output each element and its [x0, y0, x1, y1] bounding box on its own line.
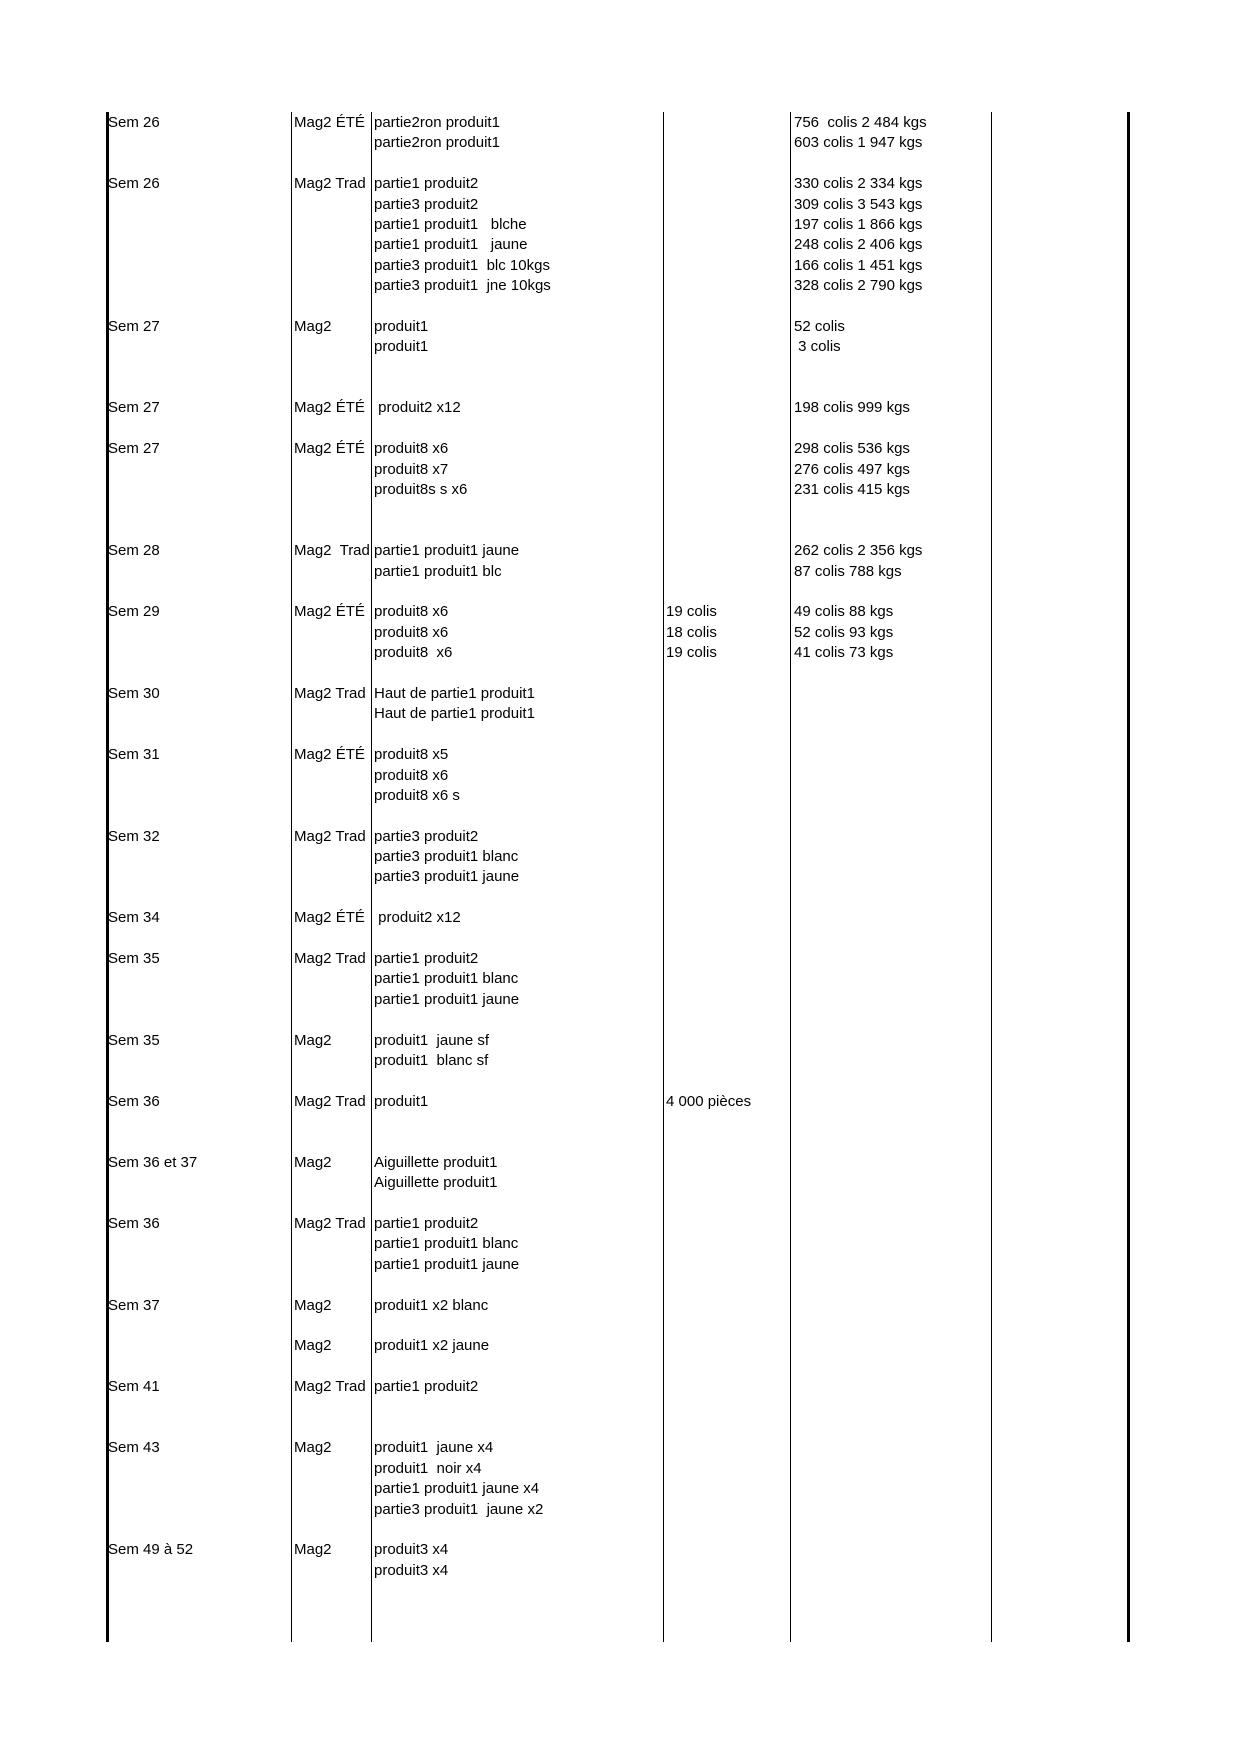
- week-cell: Sem 37: [108, 1296, 160, 1314]
- week-cell: Sem 28: [108, 542, 160, 560]
- store-cell: Mag2: [294, 1337, 332, 1355]
- packages-cell: 330 colis 2 334 kgs: [794, 175, 923, 193]
- packages-cell: 87 colis 788 kgs: [794, 562, 902, 580]
- product-cell: partie2ron produit1: [374, 134, 500, 152]
- product-cell: Aiguillette produit1: [374, 1153, 498, 1171]
- schedule-table: [0, 113, 1241, 1581]
- product-cell: Aiguillette produit1: [374, 1174, 498, 1192]
- table-row: [0, 460, 1241, 480]
- table-row: [0, 276, 1241, 296]
- table-row: [0, 297, 1241, 317]
- table-row: [0, 623, 1241, 643]
- product-cell: partie1 produit2: [374, 950, 479, 968]
- product-cell: produit8 x6: [374, 623, 449, 641]
- product-cell: produit1 noir x4: [374, 1459, 482, 1477]
- table-row: [0, 1479, 1241, 1499]
- store-cell: Mag2 Trad: [294, 542, 370, 560]
- store-cell: Mag2: [294, 1439, 332, 1457]
- table-row: [0, 1092, 1241, 1112]
- product-cell: partie3 produit1 blc 10kgs: [374, 256, 550, 274]
- quantity-cell: 18 colis: [666, 623, 717, 641]
- product-cell: partie3 produit1 jaune: [374, 868, 520, 886]
- table-row: [0, 398, 1241, 418]
- packages-cell: 49 colis 88 kgs: [794, 603, 894, 621]
- product-cell: produit8 x5: [374, 746, 449, 764]
- product-cell: partie1 produit2: [374, 175, 479, 193]
- packages-cell: 198 colis 999 kgs: [794, 399, 910, 417]
- table-row: [0, 1520, 1241, 1540]
- product-cell: produit8 x7: [374, 460, 449, 478]
- product-cell: partie1 produit1 jaune x4: [374, 1480, 540, 1498]
- packages-cell: 3 colis: [794, 338, 841, 356]
- week-cell: Sem 36: [108, 1092, 160, 1110]
- table-row: [0, 1214, 1241, 1234]
- product-cell: partie3 produit2: [374, 195, 479, 213]
- table-row: [0, 337, 1241, 357]
- week-cell: Sem 27: [108, 440, 160, 458]
- product-cell: Haut de partie1 produit1: [374, 684, 535, 702]
- table-row: [0, 929, 1241, 949]
- store-cell: Mag2 Trad: [294, 1378, 366, 1396]
- table-row: [0, 806, 1241, 826]
- table-row: [0, 1234, 1241, 1254]
- table-row: [0, 1398, 1241, 1418]
- store-cell: Mag2 Trad: [294, 827, 366, 845]
- table-row: [0, 1540, 1241, 1560]
- table-row: [0, 215, 1241, 235]
- product-cell: produit1 blanc sf: [374, 1051, 489, 1069]
- product-cell: partie1 produit1 blanc: [374, 970, 519, 988]
- store-cell: Mag2 Trad: [294, 175, 366, 193]
- table-row: [0, 684, 1241, 704]
- table-row: [0, 969, 1241, 989]
- table-row: [0, 439, 1241, 459]
- table-row: [0, 1173, 1241, 1193]
- packages-cell: 756 colis 2 484 kgs: [794, 114, 927, 131]
- product-cell: produit8 x6: [374, 440, 449, 458]
- packages-cell: 197 colis 1 866 kgs: [794, 215, 923, 233]
- table-row: [0, 113, 1241, 133]
- packages-cell: 262 colis 2 356 kgs: [794, 542, 923, 560]
- store-cell: Mag2: [294, 1153, 332, 1171]
- packages-cell: 328 colis 2 790 kgs: [794, 277, 923, 295]
- store-cell: Mag2 ÉTÉ: [294, 440, 365, 458]
- table-row: [0, 317, 1241, 337]
- table-row: [0, 1112, 1241, 1132]
- table-row: [0, 786, 1241, 806]
- week-cell: Sem 43: [108, 1439, 160, 1457]
- table-row: [0, 1051, 1241, 1071]
- packages-cell: 603 colis 1 947 kgs: [794, 134, 923, 152]
- table-row: [0, 1561, 1241, 1581]
- store-cell: Mag2 Trad: [294, 950, 366, 968]
- product-cell: produit2 x12: [374, 909, 461, 927]
- product-cell: partie1 produit1 blche: [374, 215, 527, 233]
- product-cell: partie1 produit1 blc: [374, 562, 502, 580]
- product-cell: produit1 x2 blanc: [374, 1296, 489, 1314]
- store-cell: Mag2 Trad: [294, 1215, 366, 1233]
- week-cell: Sem 31: [108, 746, 160, 764]
- table-row: [0, 847, 1241, 867]
- table-row: [0, 1010, 1241, 1030]
- product-cell: produit1: [374, 1092, 429, 1110]
- table-row: [0, 888, 1241, 908]
- table-row: [0, 1031, 1241, 1051]
- week-cell: Sem 41: [108, 1378, 160, 1396]
- product-cell: partie1 produit1 jaune: [374, 990, 520, 1008]
- table-row: [0, 1153, 1241, 1173]
- product-cell: produit3 x4: [374, 1541, 449, 1559]
- packages-cell: 298 colis 536 kgs: [794, 440, 910, 458]
- table-row: [0, 1255, 1241, 1275]
- product-cell: partie3 produit2: [374, 827, 479, 845]
- table-row: [0, 1336, 1241, 1356]
- store-cell: Mag2 ÉTÉ: [294, 603, 365, 621]
- product-cell: partie3 produit1 jne 10kgs: [374, 277, 551, 295]
- product-cell: produit8 x6: [374, 766, 449, 784]
- table-row: [0, 195, 1241, 215]
- week-cell: Sem 35: [108, 950, 160, 968]
- packages-cell: 309 colis 3 543 kgs: [794, 195, 923, 213]
- product-cell: partie1 produit1 jaune: [374, 236, 528, 254]
- product-cell: partie3 produit1 blanc: [374, 848, 519, 866]
- table-row: [0, 1316, 1241, 1336]
- store-cell: Mag2 Trad: [294, 684, 366, 702]
- packages-cell: 231 colis 415 kgs: [794, 481, 910, 499]
- product-cell: produit1: [374, 317, 429, 335]
- table-row: [0, 1133, 1241, 1153]
- product-cell: Haut de partie1 produit1: [374, 705, 535, 723]
- table-row: [0, 562, 1241, 582]
- table-row: [0, 378, 1241, 398]
- table-row: [0, 480, 1241, 500]
- table-row: [0, 521, 1241, 541]
- product-cell: produit1 jaune sf: [374, 1031, 490, 1049]
- table-row: [0, 602, 1241, 622]
- table-row: [0, 1377, 1241, 1397]
- week-cell: Sem 27: [108, 317, 160, 335]
- table-row: [0, 664, 1241, 684]
- table-row: [0, 419, 1241, 439]
- table-row: [0, 1357, 1241, 1377]
- table-row: [0, 1459, 1241, 1479]
- store-cell: Mag2: [294, 317, 332, 335]
- table-row: [0, 990, 1241, 1010]
- table-row: [0, 582, 1241, 602]
- store-cell: Mag2: [294, 1541, 332, 1559]
- product-cell: produit2 x12: [374, 399, 461, 417]
- store-cell: Mag2: [294, 1031, 332, 1049]
- week-cell: Sem 36 et 37: [108, 1153, 198, 1171]
- week-cell: Sem 36: [108, 1215, 160, 1233]
- store-cell: Mag2 ÉTÉ: [294, 399, 365, 417]
- table-row: [0, 154, 1241, 174]
- product-cell: partie1 produit1 blanc: [374, 1235, 519, 1253]
- table-row: [0, 174, 1241, 194]
- week-cell: Sem 30: [108, 684, 160, 702]
- table-row: [0, 1500, 1241, 1520]
- product-cell: partie2ron produit1: [374, 114, 500, 131]
- packages-cell: 166 colis 1 451 kgs: [794, 256, 923, 274]
- table-row: [0, 1296, 1241, 1316]
- product-cell: produit8 x6 s: [374, 786, 460, 804]
- product-cell: partie1 produit2: [374, 1378, 479, 1396]
- week-cell: Sem 35: [108, 1031, 160, 1049]
- packages-cell: 276 colis 497 kgs: [794, 460, 910, 478]
- store-cell: Mag2 Trad: [294, 1092, 366, 1110]
- table-row: [0, 908, 1241, 928]
- week-cell: Sem 27: [108, 399, 160, 417]
- table-row: [0, 643, 1241, 663]
- table-row: [0, 867, 1241, 887]
- table-row: [0, 1071, 1241, 1091]
- quantity-cell: 19 colis: [666, 644, 717, 662]
- table-row: [0, 541, 1241, 561]
- table-row: [0, 1418, 1241, 1438]
- table-row: [0, 766, 1241, 786]
- packages-cell: 52 colis: [794, 317, 845, 335]
- table-row: [0, 1194, 1241, 1214]
- packages-cell: 52 colis 93 kgs: [794, 623, 894, 641]
- table-row: [0, 235, 1241, 255]
- week-cell: Sem 32: [108, 827, 160, 845]
- week-cell: Sem 26: [108, 114, 160, 131]
- table-row: [0, 1438, 1241, 1458]
- week-cell: Sem 49 à 52: [108, 1541, 194, 1559]
- table-row: [0, 133, 1241, 153]
- week-cell: Sem 34: [108, 909, 160, 927]
- store-cell: Mag2 ÉTÉ: [294, 909, 365, 927]
- table-row: [0, 725, 1241, 745]
- table-row: [0, 358, 1241, 378]
- table-row: [0, 827, 1241, 847]
- packages-cell: 248 colis 2 406 kgs: [794, 236, 923, 254]
- quantity-cell: 4 000 pièces: [666, 1092, 752, 1110]
- table-row: [0, 949, 1241, 969]
- product-cell: produit1: [374, 338, 429, 356]
- week-cell: Sem 29: [108, 603, 160, 621]
- product-cell: partie1 produit1 jaune: [374, 1255, 520, 1273]
- table-row: [0, 500, 1241, 520]
- product-cell: produit1 jaune x4: [374, 1439, 494, 1457]
- product-cell: produit8 x6: [374, 644, 453, 662]
- packages-cell: 41 colis 73 kgs: [794, 644, 894, 662]
- table-row: [0, 1275, 1241, 1295]
- store-cell: Mag2 ÉTÉ: [294, 114, 365, 131]
- product-cell: produit8 x6: [374, 603, 449, 621]
- store-cell: Mag2 ÉTÉ: [294, 746, 365, 764]
- product-cell: produit3 x4: [374, 1561, 449, 1579]
- product-cell: produit8s s x6: [374, 481, 468, 499]
- product-cell: partie3 produit1 jaune x2: [374, 1500, 544, 1518]
- quantity-cell: 19 colis: [666, 603, 717, 621]
- product-cell: partie1 produit1 jaune: [374, 542, 520, 560]
- table-row: [0, 745, 1241, 765]
- product-cell: partie1 produit2: [374, 1215, 479, 1233]
- product-cell: produit1 x2 jaune: [374, 1337, 490, 1355]
- week-cell: Sem 26: [108, 175, 160, 193]
- table-row: [0, 256, 1241, 276]
- table-row: [0, 704, 1241, 724]
- store-cell: Mag2: [294, 1296, 332, 1314]
